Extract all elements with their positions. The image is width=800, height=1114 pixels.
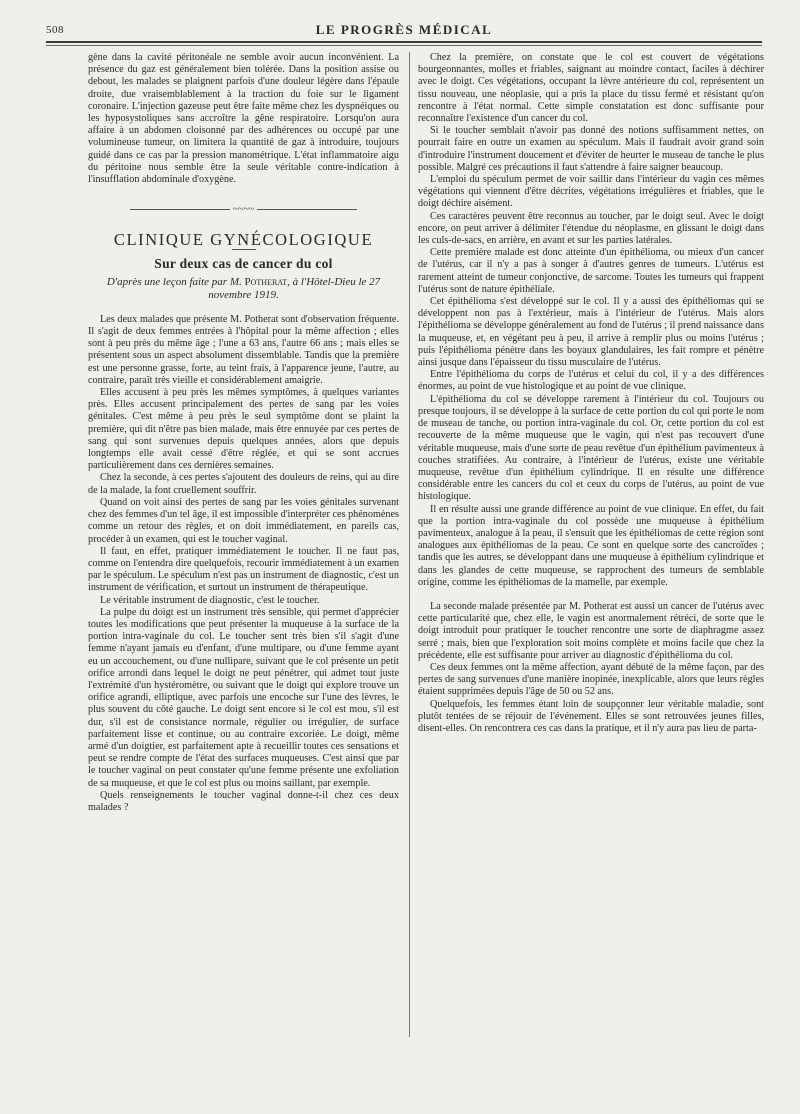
paragraph: L'épithélioma du col se développe rarement à l'intérieur du col. Toujours ou presque toujours, il se développe à la surface de cette portion du col qui porte le nom de museau de tanche, ou portion intra-vaginale du col. Or, cette portion du col est recouverte de la même muqueuse que le vagin, qui n'est pas recouvert d'une véritable muqueuse, mais d'une sorte de peau revêtue d'un épithélium pavimenteux à couches stratifiées. Au contraire, à l'intérieur de l'utérus, existe une véritable muqueuse, revêtue d'un épithélium cylindrique. Il en résulte une différence considérable entre les cancers du col et ceux du corps de l'utérus, au point de vue histologique. xyxy=(418,393,764,503)
journal-title: LE PROGRÈS MÉDICAL xyxy=(315,22,493,37)
article-byline xyxy=(88,276,399,302)
paragraph-gap xyxy=(418,589,764,601)
paragraph: Cette première malade est donc atteinte d'un épithélioma, ou mieux d'un cancer de l'utérus, car il n'y a pas à songer à d'autres genres de tumeurs. L'utérus est rarement atteint de tumeur conjonctive, de sarcome. Toutes les tumeurs qui frappent l'utérus sont de nature épithéliale. xyxy=(418,247,764,295)
paragraph: Ces deux femmes ont la même affection, ayant débuté de la même façon, par des pertes de sang survenues d'une manière inopinée, inexplicable, alors que leurs règles étaient supprimées depuis l'âge de 50 ou 52 ans. xyxy=(418,661,764,698)
paragraph: Les deux malades que présente M. Potherat sont d'observation fréquente. Il s'agit de deux femmes entrées à l'hôpital pour la même affection ; elles sont à peu près du même âge ; l'une a 63 ans, l'autre 66 ans ; mais elles se présentent sous un aspect absolument dissemblable. Tandis que la première est une personne grasse, forte, au teint frais, à l'apparence jeune, l'autre, au contraire, paraît très vieille et considérablement amaigrie. xyxy=(88,313,399,386)
article-title: Sur deux cas de cancer du col xyxy=(154,255,333,271)
header-rule-thin xyxy=(46,45,762,46)
ornament-glyph: ~~~~ xyxy=(232,204,255,216)
paragraph: Elles accusent à peu près les mêmes symptômes, à quelques variantes près. Elles accusent principalement des pertes de sang par les voies génitales. C'est même à peu près le seul symptôme dont se plaint la première, qui dit n'être pas bien malade, mais être ennuyée par ces pertes de sang qui sont survenues depuis quelques années, alors que depuis longtemps elle avait cessé d'être réglée, et qui se sont accrues particulièrement dans ces dernières semaines. xyxy=(88,387,399,472)
paragraph: La seconde malade présentée par M. Potherat est aussi un cancer de l'utérus avec cette particularité que, chez elle, le vagin est anormalement rétréci, de sorte que le doigt introduit pour pratiquer le toucher rencontre une sorte de diaphragme assez serré ; mais, bien que l'exploration soit moins complète et moins facile que chez la précédente, elle est suffisante pour arriver au diagnostic d'épithélioma du col. xyxy=(418,600,764,661)
byline-author: Potherat xyxy=(244,275,288,288)
byline-prefix: D'après une leçon faite par M. xyxy=(106,275,242,288)
column-divider xyxy=(409,52,410,1037)
section-title: CLINIQUE GYNÉCOLOGIQUE xyxy=(113,230,374,250)
paragraph: Quels renseignements le toucher vaginal donne-t-il chez ces deux malades ? xyxy=(88,789,399,813)
byline-suffix: , à l'Hôtel-Dieu le 27 novembre 1919. xyxy=(208,275,381,301)
paragraph: Ces caractères peuvent être reconnus au toucher, par le doigt seul. Avec le doigt encore, on peut arriver à délimiter l'étendue du néoplasme, en glissant le doigt dans les culs-de-sacs, en arrière, en avant et sur les parties latérales. xyxy=(418,210,764,247)
page-header xyxy=(46,22,762,42)
paragraph: Chez la première, on constate que le col est couvert de végétations bourgeonnantes, molles et friables, saignant au moindre contact, faciles à déchirer avec le doigt. Ces végétations, occupant la lèvre antérieure du col, représentent un tissu nouveau, une néoplasie, qui a pris la place du tissu fermé et résistant qu'on rencontre à l'état normal. Cette simple constatation est donc suffisante pour reconnaître l'existence d'un cancer du col. xyxy=(418,52,764,125)
paragraph: Il en résulte aussi une grande différence au point de vue clinique. En effet, du fait que la portion intra-vaginale du col possède une muqueuse à épithélium pavimenteux, analogue à la peau, il s'ensuit que les épithéliomas de cette région sont analogues aux épithéliomas de la peau. Ce sont en quelque sorte des cancroïdes ; tandis que les autres, se développant dans une muqueuse à épithélium cylindrique et dans les glandes de cette muqueuse, se rapprochent des tumeurs de semblable origine, comme les épithéliomas de la mamelle, par exemple. xyxy=(418,503,764,588)
paragraph: Le véritable instrument de diagnostic, c'est le toucher. xyxy=(100,594,320,606)
paragraph: Cet épithélioma s'est développé sur le col. Il y a aussi des épithéliomas qui se développent non pas à l'extérieur, mais à l'intérieur de l'utérus. Mais alors l'épithélioma se développe généralement au fond de l'utérus ; il prend naissance dans la muqueuse, et, en végétant peu à peu, il arrive à remplir plus ou moins l'utérus ; puis l'épithélioma pénètre dans les boyaux glandulaires, les fait rompre et pénètre ainsi jusque dans l'épaisseur du tissu musculaire de l'utérus. xyxy=(418,296,764,369)
paragraph: Quelquefois, les femmes étant loin de soupçonner leur véritable maladie, sont plutôt tentées de se réjouir de l'événement. Elles se sont retrouvées jeunes filles, disent-elles. On rencontrera ces cas dans la pratique, et il n'y aura pas lieu de parta- xyxy=(418,698,764,734)
header-rule xyxy=(46,41,762,43)
paragraph: Chez la seconde, à ces pertes s'ajoutent des douleurs de reins, qui au dire de la malade, la font cruellement souffrir. xyxy=(88,472,399,496)
section-ornament xyxy=(88,204,399,216)
paragraph: Entre l'épithélioma du corps de l'utérus et celui du col, il y a des différences énormes, au point de vue histologique et au point de vue clinique. xyxy=(418,369,764,393)
paragraph: L'emploi du spéculum permet de voir saillir dans l'intérieur du vagin ces mêmes végétations qui viennent d'être décrites, végétations irrégulières et friables, que le doigt déchire aisément. xyxy=(418,174,764,210)
paragraph: Si le toucher semblait n'avoir pas donné des notions suffisamment nettes, on pourrait faire en outre un examen au spéculum. Mais il faudrait avoir grand soin d'introduire l'instrument doucement et d'éviter de heurter le museau de tanche le plus possible. Malgré ces précautions il faut s'attendre à faire saigner beaucoup. xyxy=(418,125,764,173)
paragraph: Il faut, en effet, pratiquer immédiatement le toucher. Il ne faut pas, comme on l'entendra dire quelquefois, recourir immédiatement à un examen par le spéculum. Le spéculum n'est pas un instrument de diagnostic, c'est un instrument de vérification, et surtout un instrument de thérapeutique. xyxy=(88,545,399,594)
right-column xyxy=(418,52,764,735)
paragraph: La pulpe du doigt est un instrument très sensible, qui permet d'apprécier toutes les modifications que peut présenter la muqueuse à la surface de la portion intra-vaginale du col. Le toucher sent très bien s'il s'agit d'une femme n'ayant jamais eu d'enfant, d'une multipare, ou d'une femme ayant eu un accouchement, ou d'une nullipare, suivant que le col présente un petit orifice arrondi dans lequel le doigt ne peut pénétrer, qui admet tout juste l'extrémité d'un hystéromètre, ou suivant que le doigt qui explore trouve un orifice agrandi, elliptique, avec parfois une encoche sur l'une des lèvres, le plus souvent du côté gauche. Le doigt sent encore si le col est mou, s'il est dur, s'il est de consistance normale, régulier ou irrégulier, de surface parfaitement lisse et continue, ou au contraire excoriée. Le doigt, même armé d'un doigtier, est parfaitement apte à recueillir toutes ces sensations et peut se rendre compte de l'état des surfaces muqueuses. C'est ainsi que par le toucher vaginal on peut constater qu'une femme présente une exfoliation de sa muqueuse, et que le col est plus ou moins saillant, par exemple. xyxy=(88,606,399,789)
left-column xyxy=(88,52,399,814)
paragraph: Quand on voit ainsi des pertes de sang par les voies génitales survenant chez des femmes d'un tel âge, il est impossible d'interpréter ces phénomènes comme un retour des règles, et on doit immédiatement, en pareils cas, procéder à un examen, qui est le toucher vaginal. xyxy=(88,496,399,545)
continued-paragraph: gène dans la cavité péritonéale ne semble avoir aucun inconvénient. La présence du gaz est généralement bien tolérée. Dans la position assise ou debout, les malades se plaignent parfois d'une douleur légère dans l'épaule droite, due vraisemblablement à la traction du foie sur le ligament coronaire. L'injection gazeuse peut être faite même chez les dyspnéiques ou les hyposystoliques sans accroître la gêne respiratoire. Lorsqu'on aura affaire à un abdomen cloisonné par des adhérences ou occupé par une volumineuse tumeur, on limitera la quantité de gaz à introduire, toujours guidé dans ce cas par la pression manométrique. L'état inflammatoire aigu du péritoine nous semble être la seule véritable contre-indication à l'insufflation abdominale d'oxygène. xyxy=(88,52,399,186)
page-number: 508 xyxy=(46,24,64,36)
